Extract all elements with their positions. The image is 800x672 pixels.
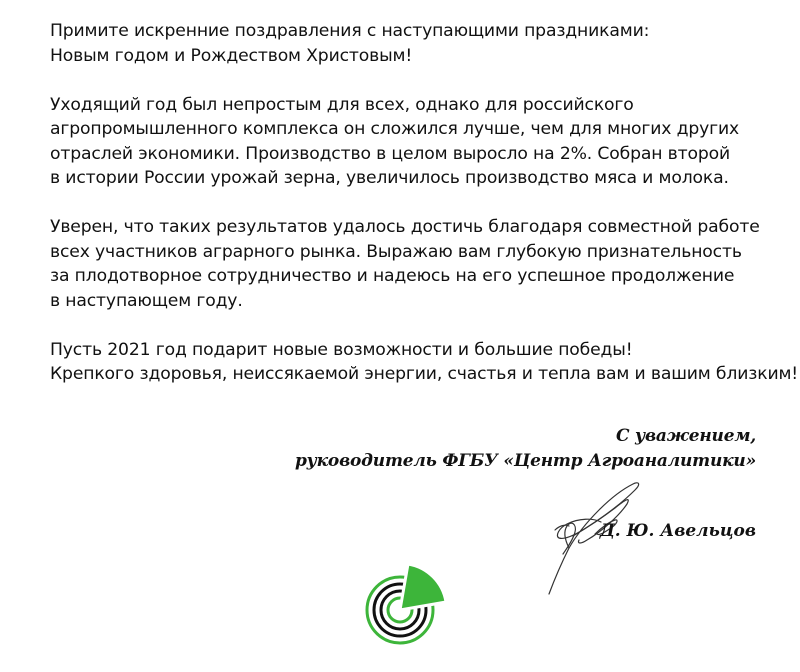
- wishes-paragraph: [50, 338, 799, 387]
- text-line: Пусть 2021 год подарит новые возможности и большие победы!: [50, 339, 633, 360]
- text-line: отраслей экономики. Производство в целом выросло на 2%. Собран второй: [50, 143, 730, 164]
- text-line: Уверен, что таких результатов удалось достичь благодаря совместной работе: [50, 217, 760, 237]
- gratitude-paragraph: [50, 215, 780, 313]
- greeting-paragraph: [50, 19, 780, 68]
- text-line: агропромышленного комплекса он сложился лучше, чем для многих других: [50, 119, 740, 139]
- letter-body: [50, 19, 799, 411]
- text-line: Примите искренние поздравления с наступающими праздниками:: [50, 21, 650, 41]
- text-line: в истории России урожай зерна, увеличилось производство мяса и молока.: [50, 168, 729, 188]
- regards-text: С уважением,: [615, 426, 756, 446]
- agroanalytics-logo-icon: [362, 558, 452, 648]
- text-line: Крепкого здоровья, неиссякаемой энергии, счастья и тепла вам и вашим близким!: [50, 364, 799, 384]
- results-paragraph: [50, 93, 780, 191]
- text-line: Новым годом и Рождеством Христовым!: [50, 45, 413, 66]
- signer-name: Д. Ю. Авельцов: [599, 521, 756, 541]
- text-line: всех участников аграрного рынка. Выражаю вам глубокую признательность: [50, 241, 742, 262]
- text-line: Уходящий год был непростым для всех, однако для российского: [50, 94, 634, 115]
- text-line: за плодотворное сотрудничество и надеюсь на его успешное продолжение: [50, 266, 735, 286]
- text-line: в наступающем году.: [50, 290, 243, 311]
- signer-position: руководитель ФГБУ «Центр Агроаналитики»: [294, 451, 756, 471]
- closing-block: [295, 424, 756, 474]
